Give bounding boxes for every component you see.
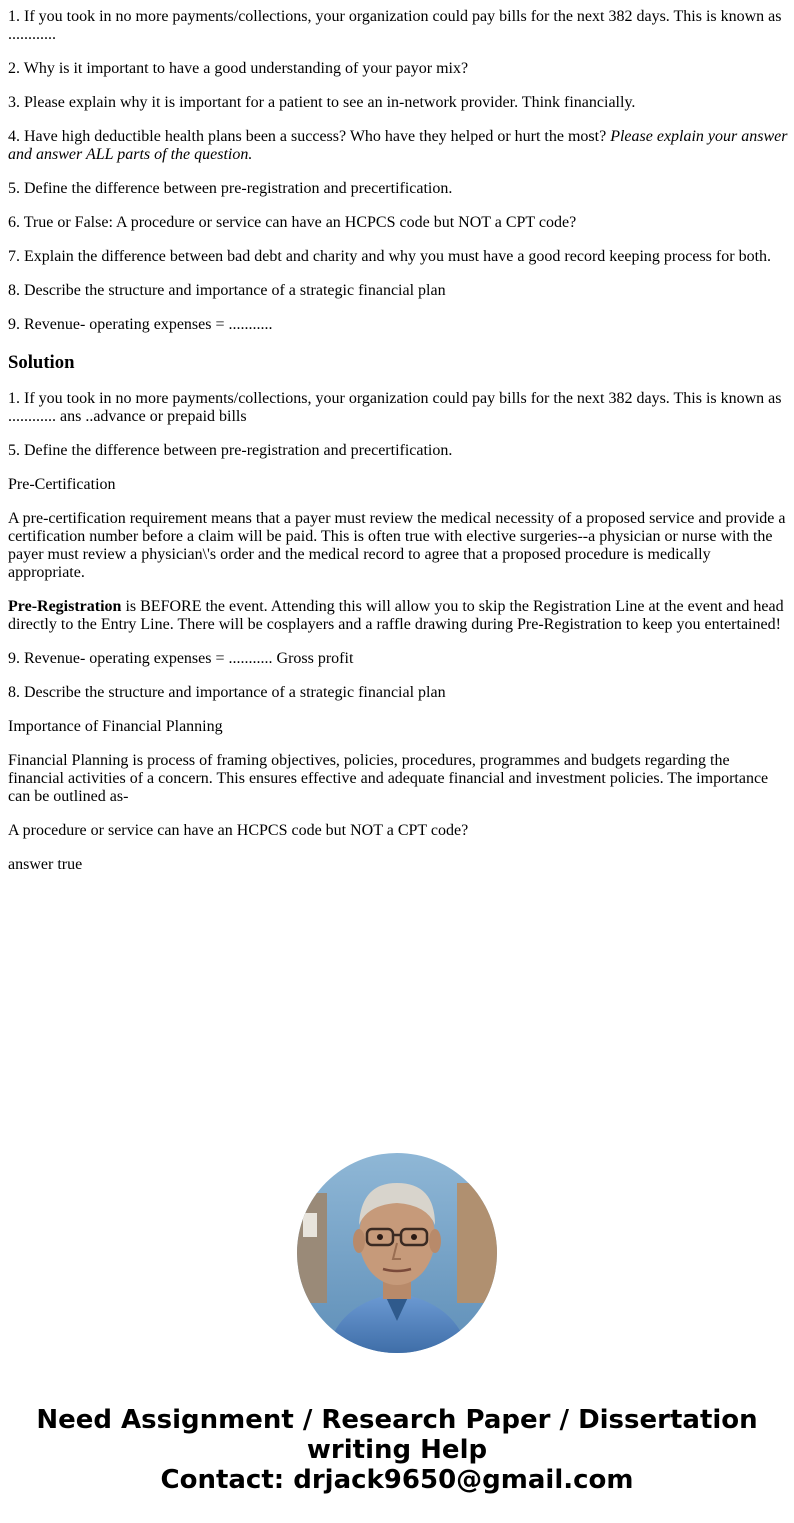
financial-planning-title: Importance of Financial Planning	[8, 718, 223, 735]
question-8: 8. Describe the structure and importance of a strategic financial plan	[8, 282, 446, 299]
question-6: 6. True or False: A procedure or service can have an HCPCS code but NOT a CPT code?	[8, 214, 577, 231]
answer-9: 9. Revenue- operating expenses = ........... Gross profit	[8, 650, 354, 667]
financial-planning-body: Financial Planning is process of framing objectives, policies, procedures, programmes and budgets regarding the financial activities of a concern. This ensures effective and adequate financial and investment policies. The importance can be outlined as-	[8, 752, 769, 805]
person-portrait-icon	[297, 1153, 497, 1353]
help-contact-email: Contact: drjack9650@gmail.com	[160, 1465, 634, 1495]
answer-6-question: A procedure or service can have an HCPCS code but NOT a CPT code?	[8, 822, 469, 839]
answer-8-question: 8. Describe the structure and importance of a strategic financial plan	[8, 684, 446, 701]
question-5: 5. Define the difference between pre-registration and precertification.	[8, 180, 453, 197]
answer-6: answer true	[8, 856, 83, 873]
question-3: 3. Please explain why it is important for a patient to see an in-network provider. Think financially.	[8, 94, 636, 111]
help-contact-text	[0, 1405, 794, 1495]
question-2: 2. Why is it important to have a good understanding of your payor mix?	[8, 60, 469, 77]
document-content	[8, 8, 788, 890]
help-line-2: writing Help	[306, 1435, 488, 1465]
question-9: 9. Revenue- operating expenses = ...........	[8, 316, 273, 333]
question-4-text: 4. Have high deductible health plans been a success? Who have they helped or hurt the most?	[8, 128, 611, 145]
question-1: 1. If you took in no more payments/collections, your organization could pay bills for the next 382 days. This is known as ............	[8, 8, 782, 43]
answer-5-question: 5. Define the difference between pre-registration and precertification.	[8, 442, 453, 459]
question-4-instruction: Please explain your answer and answer ALL parts of the question.	[8, 128, 788, 163]
solution-heading: Solution	[8, 352, 75, 373]
precertification-body: A pre-certification requirement means that a payer must review the medical necessity of a proposed service and provide a certification number before a claim will be paid. This is often true with elective surgeries--a physician or nurse with the payer must review a physician\'s order and the medical record to agree that a proposed procedure is medically appropriate.	[8, 510, 786, 581]
help-line-1: Need Assignment / Research Paper / Dissertation	[36, 1405, 758, 1435]
preregistration-term: Pre-Registration	[8, 598, 122, 615]
precertification-title: Pre-Certification	[8, 476, 116, 493]
question-4	[8, 128, 788, 164]
preregistration-body: is BEFORE the event. Attending this will allow you to skip the Registration Line at the event and head directly to the Entry Line. There will be cosplayers and a raffle drawing during Pre-Registration to keep you entertained!	[8, 598, 784, 633]
help-footer	[0, 1153, 794, 1495]
question-7: 7. Explain the difference between bad debt and charity and why you must have a good record keeping process for both.	[8, 248, 772, 265]
preregistration-paragraph	[8, 598, 788, 634]
answer-1: 1. If you took in no more payments/collections, your organization could pay bills for the next 382 days. This is known as ............ ans ..advance or prepaid bills	[8, 390, 782, 425]
